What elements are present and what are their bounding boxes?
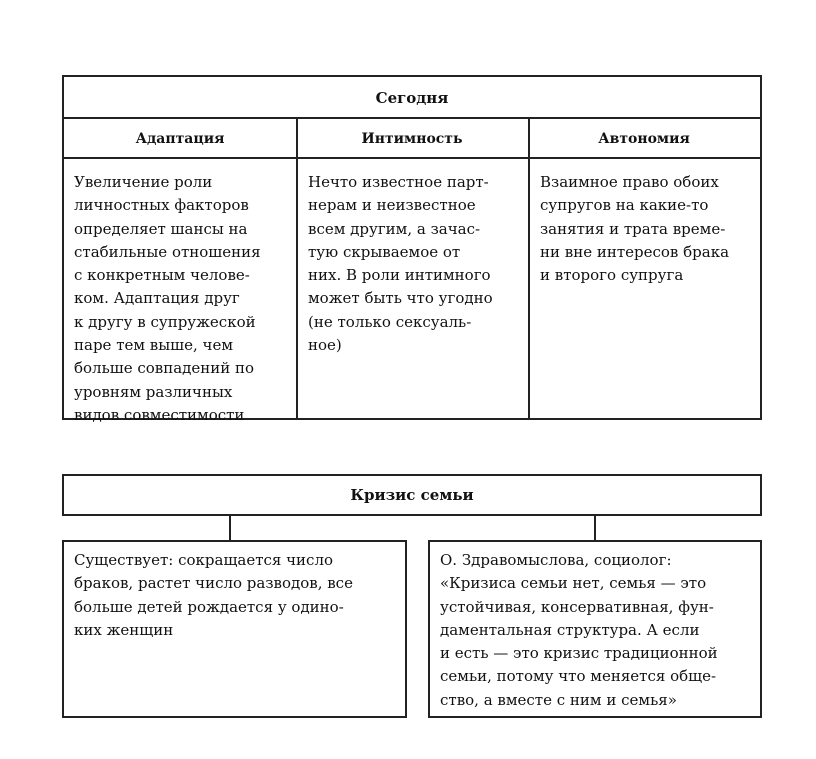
crisis-exists-box: Существует: сокращается число браков, растет число разводов, все больше детей рождается у одино- ких женщин <box>62 540 407 718</box>
family-crisis-title: Кризис семьи <box>62 474 762 516</box>
header-intimacy: Интимность <box>296 119 528 159</box>
crisis-opinion-box: О. Здравомыслова, социолог: «Кризиса семьи нет, семья — это устойчивая, консервативная, фун- даментальная структура. А если и есть — это кризис традиционной семьи, потому что меняется обще- ство, а вместе с ним и семья» <box>428 540 762 718</box>
connector-line-right <box>594 516 596 540</box>
table-title: Сегодня <box>64 77 760 119</box>
header-autonomy: Автономия <box>528 119 760 159</box>
cell-adaptation: Увеличение роли личностных факторов определяет шансы на стабильные отношения с конкретным челове- ком. Адаптация друг к другу в супружеской паре тем выше, чем больше совпадений по уровням различных видов совместимости <box>74 173 261 424</box>
connector-line-left <box>229 516 231 540</box>
header-adaptation: Адаптация <box>64 119 296 159</box>
table-today <box>62 75 762 424</box>
cell-autonomy: Взаимное право обоих супругов на какие-то занятия и трата време- ни вне интересов брака и второго супруга <box>540 173 730 285</box>
cell-intimacy: Нечто известное парт- нерам и неизвестное всем другим, а зачас- тую скрываемое от них. В роли интимного может быть что угодно (не только сексуаль- ное) <box>308 173 493 355</box>
